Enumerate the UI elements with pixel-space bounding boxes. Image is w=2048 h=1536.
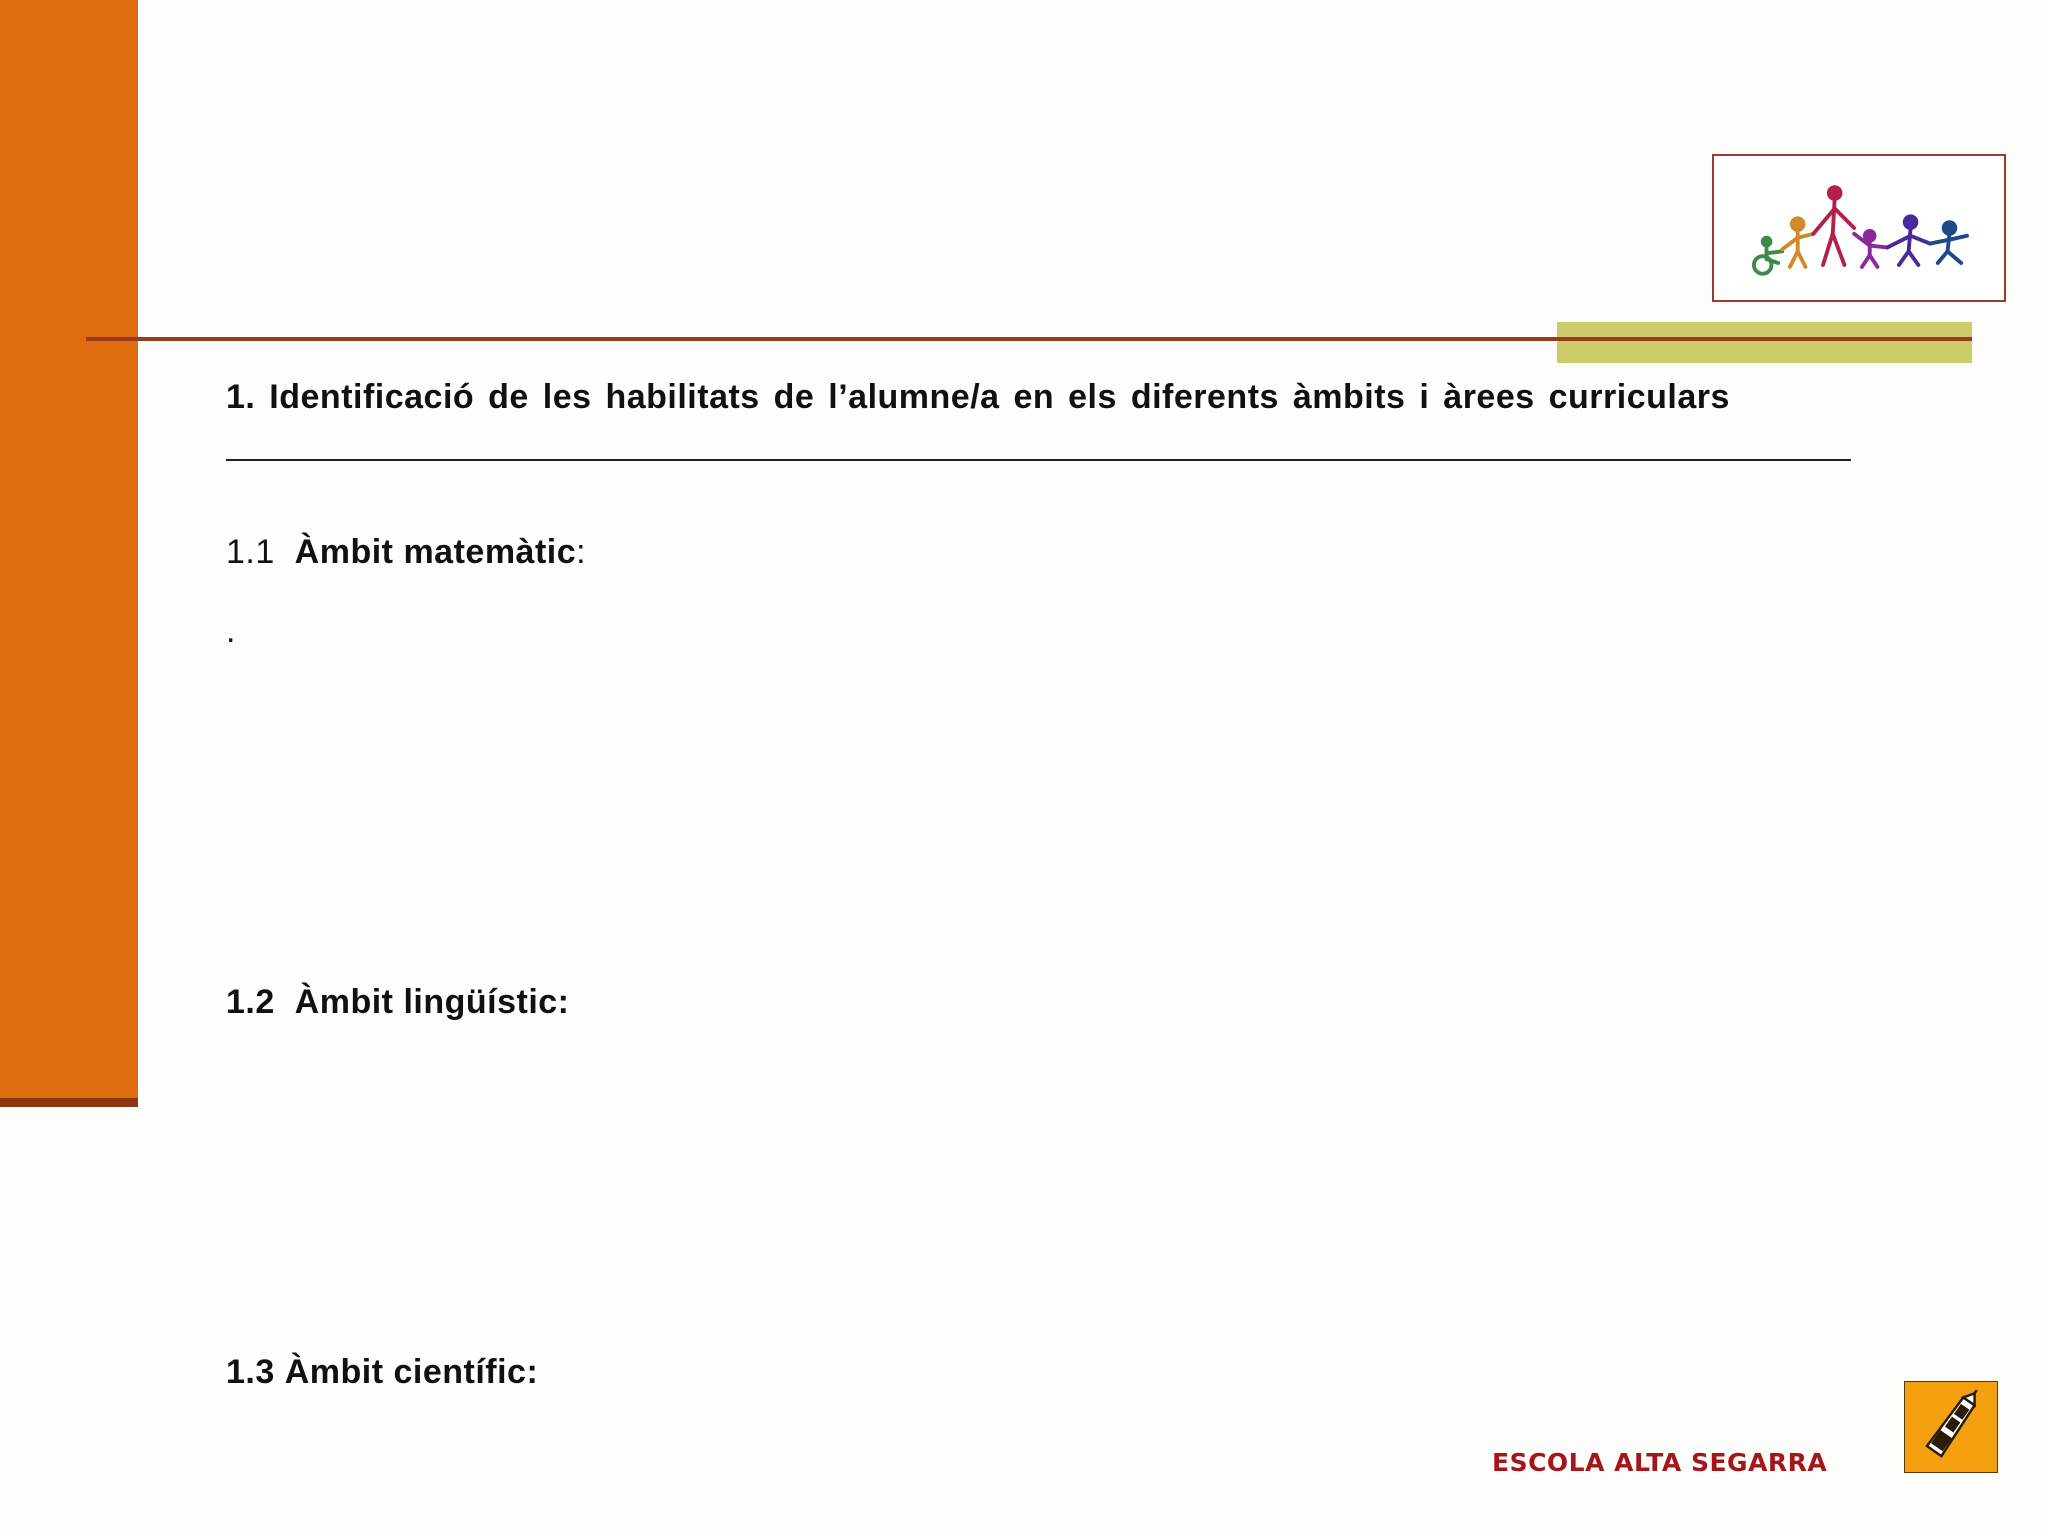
section-title: Àmbit lingüístic: (294, 983, 570, 1021)
school-name: ESCOLA ALTA SEGARRA (1492, 1448, 1828, 1477)
section-number: 1.2 (226, 983, 275, 1021)
section-ambit-matematic (226, 533, 586, 572)
page-heading: 1. Identificació de les habilitats de l’alumne/a en els diferents àmbits i àrees curriculars (226, 378, 1730, 416)
left-accent-bar (0, 0, 138, 1107)
section-number: 1.3 (226, 1353, 275, 1391)
section-body-text: . (226, 612, 236, 650)
heading-underline (226, 459, 1851, 461)
header-divider (86, 337, 1972, 341)
section-ambit-cientific (226, 1353, 538, 1392)
section-number: 1.1 (226, 533, 275, 571)
bell-tower-icon (1904, 1381, 1998, 1473)
olive-accent-block (1557, 322, 1972, 363)
section-title-suffix: : (576, 533, 587, 571)
section-ambit-linguistic (226, 983, 570, 1022)
family-figures-icon (1712, 154, 2006, 302)
section-title: Àmbit matemàtic (294, 533, 577, 571)
section-title: Àmbit científic: (284, 1353, 539, 1391)
